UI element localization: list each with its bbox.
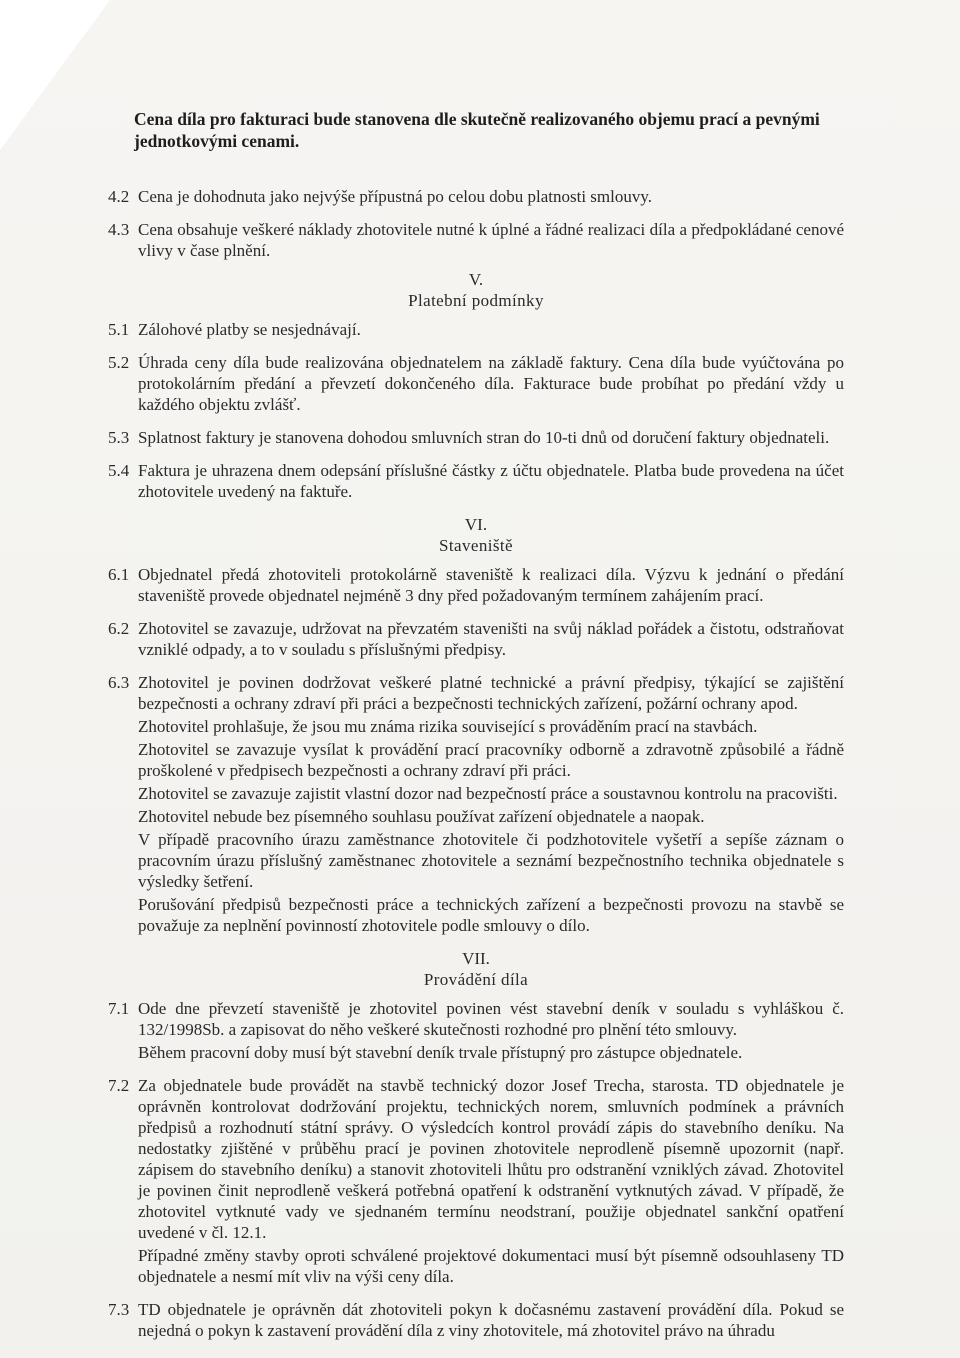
clause-number: 6.1	[108, 565, 130, 584]
clause-6-3	[108, 672, 844, 936]
clause-number: 5.4	[108, 461, 130, 480]
clause-number: 7.2	[108, 1076, 130, 1095]
section-number: VI.	[464, 515, 488, 534]
clause-5-4	[108, 460, 844, 502]
clause-text: Zhotovitel nebude bez písemného souhlasu používat zařízení objednatele a naopak.	[138, 807, 705, 826]
clause-text: Cena je dohodnuta jako nejvýše přípustná po celou dobu platnosti smlouvy.	[138, 187, 653, 206]
section-number: VII.	[462, 949, 490, 968]
clause-4-3	[108, 219, 844, 261]
section-heading-vii	[108, 948, 844, 990]
clause-number: 4.3	[108, 220, 130, 239]
clause-number: 6.3	[108, 673, 130, 692]
clause-6-2	[108, 618, 844, 660]
clause-text: Faktura je uhrazena dnem odepsání příslušné částky z účtu objednatele. Platba bude provedena na účet zhotovitele uvedený na faktuře.	[138, 461, 844, 501]
clause-text: Ode dne převzetí staveniště je zhotovitel povinen vést stavební deník v souladu s vyhláškou č. 132/1998Sb. a zapisovat do něho veškeré skutečnosti rozhodné pro plnění této smlouvy.	[138, 999, 844, 1039]
clause-text: Zhotovitel se zavazuje zajistit vlastní dozor nad bezpečností práce a soustavnou kontrolu na pracovišti.	[138, 784, 838, 803]
section-number: V.	[468, 270, 484, 289]
clause-number: 7.1	[108, 999, 130, 1018]
section-heading-v	[108, 269, 844, 311]
clause-text: Během pracovní doby musí být stavební deník trvale přístupný pro zástupce objednatele.	[138, 1043, 743, 1062]
clause-7-1	[108, 998, 844, 1063]
clause-text: Splatnost faktury je stanovena dohodou smluvních stran do 10-ti dnů od doručení faktury objednateli.	[138, 428, 830, 447]
clause-text: Objednatel předá zhotoviteli protokolárně staveniště k realizaci díla. Výzvu k jednání o předání staveniště provede objednatel nejméně 3 dny před požadovaným termínem zahájením prací.	[138, 565, 844, 605]
clause-5-2	[108, 352, 844, 415]
clause-number: 4.2	[108, 187, 130, 206]
clause-text: Porušování předpisů bezpečnosti práce a technických zařízení a bezpečnosti provozu na stavbě se považuje za neplnění povinností zhotovitele podle smlouvy o dílo.	[138, 895, 844, 935]
clause-text: TD objednatele je oprávněn dát zhotoviteli pokyn k dočasnému zastavení provádění díla. Pokud se nejedná o pokyn k zastavení provádění díla z viny zhotovitele, má zhotovitel právo na úhradu	[138, 1300, 844, 1340]
section-heading-vi	[108, 514, 844, 556]
document-body	[108, 108, 844, 1353]
clause-text: Zhotovitel je povinen dodržovat veškeré platné technické a právní předpisy, týkající se zajištění bezpečnosti a ochrany zdraví při práci a bezpečnosti technických zařízení, požární ochrany apod.	[138, 673, 844, 713]
section-title: Platební podmínky	[408, 291, 544, 310]
clause-number: 5.2	[108, 353, 130, 372]
clause-number: 7.3	[108, 1300, 130, 1319]
clause-text: Úhrada ceny díla bude realizována objednatelem na základě faktury. Cena díla bude vyúčtována po protokolárním předání a převzetí dokončeného díla. Fakturace bude probíhat po předání vždy u každého objektu zvlášť.	[138, 353, 844, 414]
clause-7-3	[108, 1299, 844, 1341]
intro-paragraph: Cena díla pro fakturaci bude stanovena dle skutečně realizovaného objemu prací a pevnými jednotkovými cenami.	[134, 109, 820, 151]
clause-text: Zhotovitel se zavazuje, udržovat na převzatém staveništi na svůj náklad pořádek a čistotu, odstraňovat vzniklé odpady, a to v souladu s příslušnými předpisy.	[138, 619, 844, 659]
clause-number: 6.2	[108, 619, 130, 638]
clause-text: Zhotovitel prohlašuje, že jsou mu známa rizika související s prováděním prací na stavbách.	[138, 717, 758, 736]
clause-number: 5.3	[108, 428, 130, 447]
clause-text: V případě pracovního úrazu zaměstnance zhotovitele či podzhotovitele vyšetří a sepíše záznam o pracovním úrazu příslušný zaměstnanec zhotovitele a seznámí bezpečnostního technika objednatele s výsledky šetření.	[138, 830, 844, 891]
clause-4-2	[108, 186, 844, 207]
page-fold-corner	[0, 0, 110, 150]
section-title: Provádění díla	[423, 970, 529, 989]
clause-text: Za objednatele bude provádět na stavbě technický dozor Josef Trecha, starosta. TD objednatele je oprávněn kontrolovat dodržování projektu, technických norem, smluvních podmínek a právních předpisů a rozhodnutí státní správy. O výsledcích kontrol provádí zápis do stavebního deníku. Na nedostatky zjištěné v průběhu prací je povinen zhotovitele neprodleně písemně upozornit (např. zápisem do stavebního deníku) a stanovit zhotoviteli lhůtu pro odstranění vzniklých závad. Zhotovitel je povinen činit neprodleně veškerá potřebná opatření k odstranění vytknutých závad. V případě, že zhotovitel vytknuté vady ve sjednaném termínu neodstraní, použije objednatel sankční opatření uvedené v čl. 12.1.	[138, 1076, 844, 1242]
clause-7-2	[108, 1075, 844, 1287]
clause-5-1	[108, 319, 844, 340]
clause-text: Případné změny stavby oproti schválené projektové dokumentaci musí být písemně odsouhlaseny TD objednatele a nesmí mít vliv na výši ceny díla.	[138, 1246, 844, 1286]
section-title: Staveniště	[439, 536, 513, 555]
clause-text: Cena obsahuje veškeré náklady zhotovitele nutné k úplné a řádné realizaci díla a předpokládané cenové vlivy v čase plnění.	[138, 220, 844, 260]
clause-number: 5.1	[108, 320, 130, 339]
clause-6-1	[108, 564, 844, 606]
clause-text: Zálohové platby se nesjednávají.	[138, 320, 361, 339]
clause-5-3	[108, 427, 844, 448]
clause-text: Zhotovitel se zavazuje vysílat k provádění prací pracovníky odborně a zdravotně způsobilé a řádně proškolené v předpisech bezpečnosti a ochrany zdraví při práci.	[138, 740, 844, 780]
